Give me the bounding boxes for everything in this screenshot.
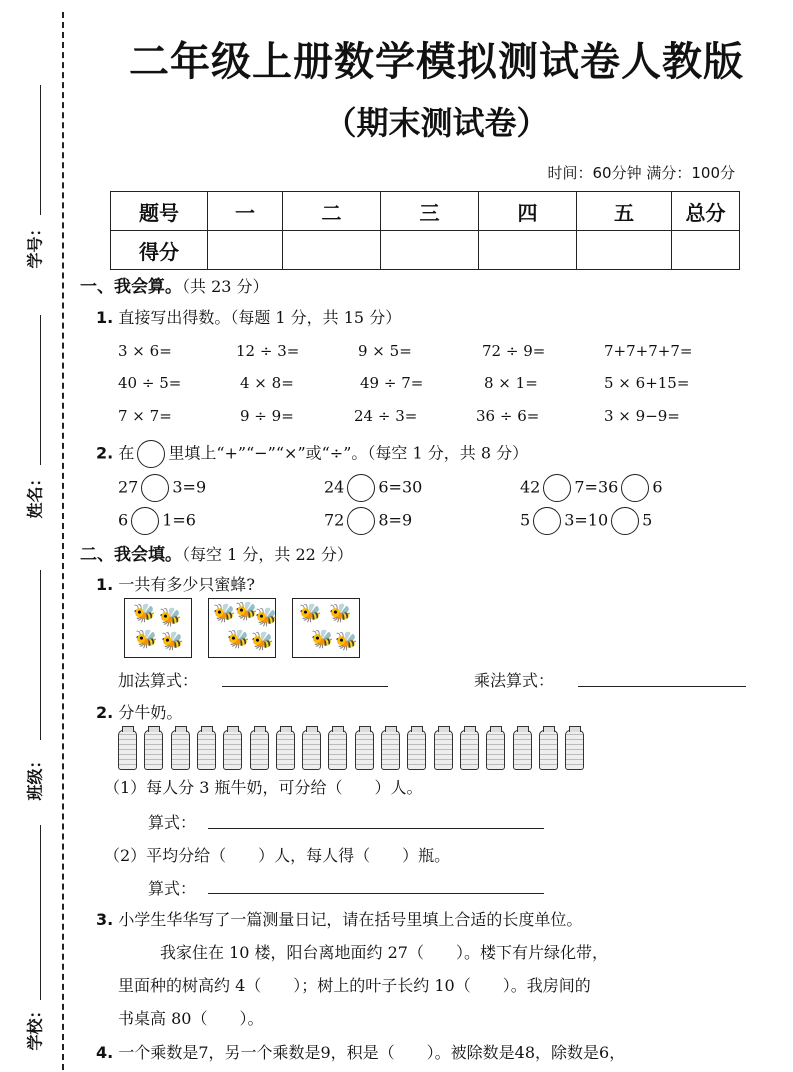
- operator-left: 24: [324, 477, 345, 497]
- addition-formula-blank[interactable]: [222, 686, 388, 687]
- section2-note: （每空 1 分，共 22 分）: [182, 545, 353, 564]
- bee-icon: 🐝: [329, 603, 352, 624]
- milk-bottle-icon: [565, 730, 584, 770]
- score-cell[interactable]: [577, 231, 672, 270]
- calc-item: 5 × 6+15=: [604, 374, 690, 392]
- s2-q1-number: 1.: [96, 575, 114, 594]
- student-no-line: [40, 85, 41, 215]
- score-cell[interactable]: [672, 231, 740, 270]
- bee-icon: 🐝: [135, 629, 158, 650]
- operator-tail: 5: [642, 510, 653, 530]
- milk-bottle-icon: [407, 730, 426, 770]
- s2-q3-prompt: [96, 907, 582, 930]
- bee-icon: 🐝: [299, 603, 322, 624]
- score-cell[interactable]: [283, 231, 381, 270]
- calc-item: 36 ÷ 6=: [476, 407, 540, 425]
- calc-item: 3 × 9−9=: [604, 407, 680, 425]
- calc-item: 3 × 6=: [118, 342, 172, 360]
- s2-q3-line1: 我家住在 10 楼，阳台离地面约 27（ ）。楼下有片绿化带，: [160, 943, 608, 962]
- milk-bottle-icon: [539, 730, 558, 770]
- operator-item: [520, 507, 652, 535]
- addition-formula-label: 加法算式：: [118, 671, 199, 690]
- binding-dashed-line: [62, 12, 64, 1070]
- operator-right: 1=6: [162, 510, 196, 530]
- calc-item: 9 ÷ 9=: [240, 407, 294, 425]
- bee-icon: 🐝: [311, 629, 334, 650]
- milk-bottle-icon: [276, 730, 295, 770]
- score-table-header-row: [111, 192, 740, 231]
- s1-q2-text-a: 在: [118, 443, 135, 463]
- milk-bottle-icon: [118, 730, 137, 770]
- calc-item: 4 × 8=: [240, 374, 294, 392]
- s2-q3-number: 3.: [96, 910, 114, 929]
- section1-title: 一、我会算。: [80, 277, 182, 297]
- student-no-label: 学号：: [25, 220, 45, 269]
- s2-q4-number: 4.: [96, 1043, 114, 1062]
- calc-item: 8 × 1=: [484, 374, 538, 392]
- operator-blank[interactable]: [131, 507, 159, 535]
- milk-bottle-icon: [328, 730, 347, 770]
- score-cell[interactable]: [479, 231, 577, 270]
- s2-q1-prompt: [96, 572, 255, 595]
- milk-bottle-icon: [434, 730, 453, 770]
- school-label: 学校：: [25, 1002, 45, 1051]
- score-cell[interactable]: [381, 231, 479, 270]
- calc-item: 7+7+7+7=: [604, 342, 693, 360]
- name-line: [40, 315, 41, 465]
- operator-blank[interactable]: [347, 474, 375, 502]
- score-table: [110, 191, 740, 270]
- operator-left: 27: [118, 477, 139, 497]
- score-header-cell: 四: [479, 192, 577, 231]
- operator-item: [324, 507, 412, 535]
- operator-left: 6: [118, 510, 129, 530]
- s1-q2-number: 2.: [96, 443, 114, 463]
- s1-q1-prompt: [96, 305, 401, 328]
- class-label: 班级：: [25, 752, 45, 801]
- s1-q1-number: 1.: [96, 308, 114, 327]
- score-header-cell: 一: [208, 192, 283, 231]
- operator-item: [118, 507, 196, 535]
- operator-right: 7=36: [574, 477, 619, 497]
- formula1-label: 算式：: [148, 813, 197, 832]
- operator-left: 5: [520, 510, 531, 530]
- s2-q3-text: 小学生华华写了一篇测量日记，请在括号里填上合适的长度单位。: [118, 910, 583, 929]
- score-cell[interactable]: [208, 231, 283, 270]
- formula2-blank[interactable]: [208, 893, 544, 894]
- section1-heading: [80, 272, 269, 297]
- circle-blank-sample: [137, 440, 165, 468]
- milk-bottle-icon: [302, 730, 321, 770]
- s2-q2-text: 分牛奶。: [118, 703, 183, 722]
- score-header-cell: 三: [381, 192, 479, 231]
- operator-blank[interactable]: [347, 507, 375, 535]
- milk-bottle-icon: [355, 730, 374, 770]
- bee-group-box: [124, 598, 192, 658]
- s1-q1-text: 直接写出得数。（每题 1 分，共 15 分）: [118, 308, 402, 327]
- bee-icon: 🐝: [255, 607, 278, 628]
- milk-bottle-icon: [223, 730, 242, 770]
- operator-item: [324, 474, 422, 502]
- calc-item: 24 ÷ 3=: [354, 407, 418, 425]
- bee-icon: 🐝: [213, 603, 236, 624]
- calc-item: 9 × 5=: [358, 342, 412, 360]
- page-title: 二年级上册数学模拟测试卷人教版: [129, 39, 744, 85]
- operator-blank[interactable]: [533, 507, 561, 535]
- milk-bottle-icon: [250, 730, 269, 770]
- operator-right: 3=10: [564, 510, 609, 530]
- milk-bottle-icon: [513, 730, 532, 770]
- s2-q1-text: 一共有多少只蜜蜂?: [118, 575, 255, 594]
- operator-tail: 6: [652, 477, 663, 497]
- operator-left: 72: [324, 510, 345, 530]
- bee-icon: 🐝: [335, 631, 358, 652]
- formula2-label: 算式：: [148, 879, 197, 898]
- name-label: 姓名：: [25, 470, 45, 519]
- operator-item: [520, 474, 663, 502]
- bee-icon: 🐝: [133, 603, 156, 624]
- section2-heading: [80, 540, 353, 565]
- s2-q2-number: 2.: [96, 703, 114, 722]
- milk-bottle-icon: [381, 730, 400, 770]
- operator-right: 6=30: [378, 477, 423, 497]
- operator-left: 42: [520, 477, 541, 497]
- operator-right: 8=9: [378, 510, 413, 530]
- s2-q4-prompt: [96, 1040, 625, 1063]
- section2-title: 二、我会填。: [80, 545, 182, 565]
- milk-bottle-icon: [197, 730, 216, 770]
- milk-bottle-icon: [144, 730, 163, 770]
- operator-item: [118, 474, 206, 502]
- score-header-cell: 题号: [111, 192, 208, 231]
- bee-icon: 🐝: [161, 631, 184, 652]
- operator-blank[interactable]: [621, 474, 649, 502]
- s1-q2-text-b: 里填上“+”“−”“×”或“÷”。（每空 1 分，共 8 分）: [168, 443, 529, 463]
- time-info: 时间：60分钟 满分：100分: [547, 164, 735, 182]
- calc-item: 49 ÷ 7=: [360, 374, 424, 392]
- milk-bottle-icon: [171, 730, 190, 770]
- score-header-cell: 五: [577, 192, 672, 231]
- bee-icon: 🐝: [251, 631, 274, 652]
- s2-q2-sub1: （1）每人分 3 瓶牛奶，可分给（ ）人。: [104, 778, 423, 797]
- calc-item: 40 ÷ 5=: [118, 374, 182, 392]
- s2-q2-prompt: [96, 700, 182, 723]
- operator-right: 3=9: [172, 477, 207, 497]
- calc-item: 12 ÷ 3=: [236, 342, 300, 360]
- calc-item: 7 × 7=: [118, 407, 172, 425]
- bee-group-box: [208, 598, 276, 658]
- score-header-cell: 总分: [672, 192, 740, 231]
- school-line: [40, 825, 41, 1000]
- s2-q2-sub2: （2）平均分给（ ）人，每人得（ ）瓶。: [104, 846, 451, 865]
- milk-bottle-icon: [460, 730, 479, 770]
- page-subtitle: （期末测试卷）: [324, 104, 549, 142]
- milk-bottle-icon: [486, 730, 505, 770]
- bee-icon: 🐝: [227, 629, 250, 650]
- section1-note: （共 23 分）: [182, 277, 269, 296]
- multiplication-formula-label: 乘法算式：: [474, 671, 555, 690]
- bee-group-box: [292, 598, 360, 658]
- s2-q3-line2: 里面种的树高约 4（ ）；树上的叶子长约 10（ ）。我房间的: [118, 976, 591, 995]
- multiplication-formula-blank[interactable]: [578, 686, 746, 687]
- s1-q2-prompt: [96, 440, 528, 468]
- operator-blank[interactable]: [141, 474, 169, 502]
- score-row-label: 得分: [111, 231, 208, 270]
- s2-q3-line3: 书桌高 80（ ）。: [118, 1009, 264, 1028]
- s2-q4-text: 一个乘数是7，另一个乘数是9，积是（ ）。被除数是48，除数是6，: [118, 1043, 626, 1062]
- score-table-score-row: [111, 231, 740, 270]
- calc-item: 72 ÷ 9=: [482, 342, 546, 360]
- score-header-cell: 二: [283, 192, 381, 231]
- class-line: [40, 570, 41, 740]
- operator-blank[interactable]: [611, 507, 639, 535]
- bee-icon: 🐝: [235, 601, 258, 622]
- formula1-blank[interactable]: [208, 828, 544, 829]
- operator-blank[interactable]: [543, 474, 571, 502]
- bee-icon: 🐝: [159, 607, 182, 628]
